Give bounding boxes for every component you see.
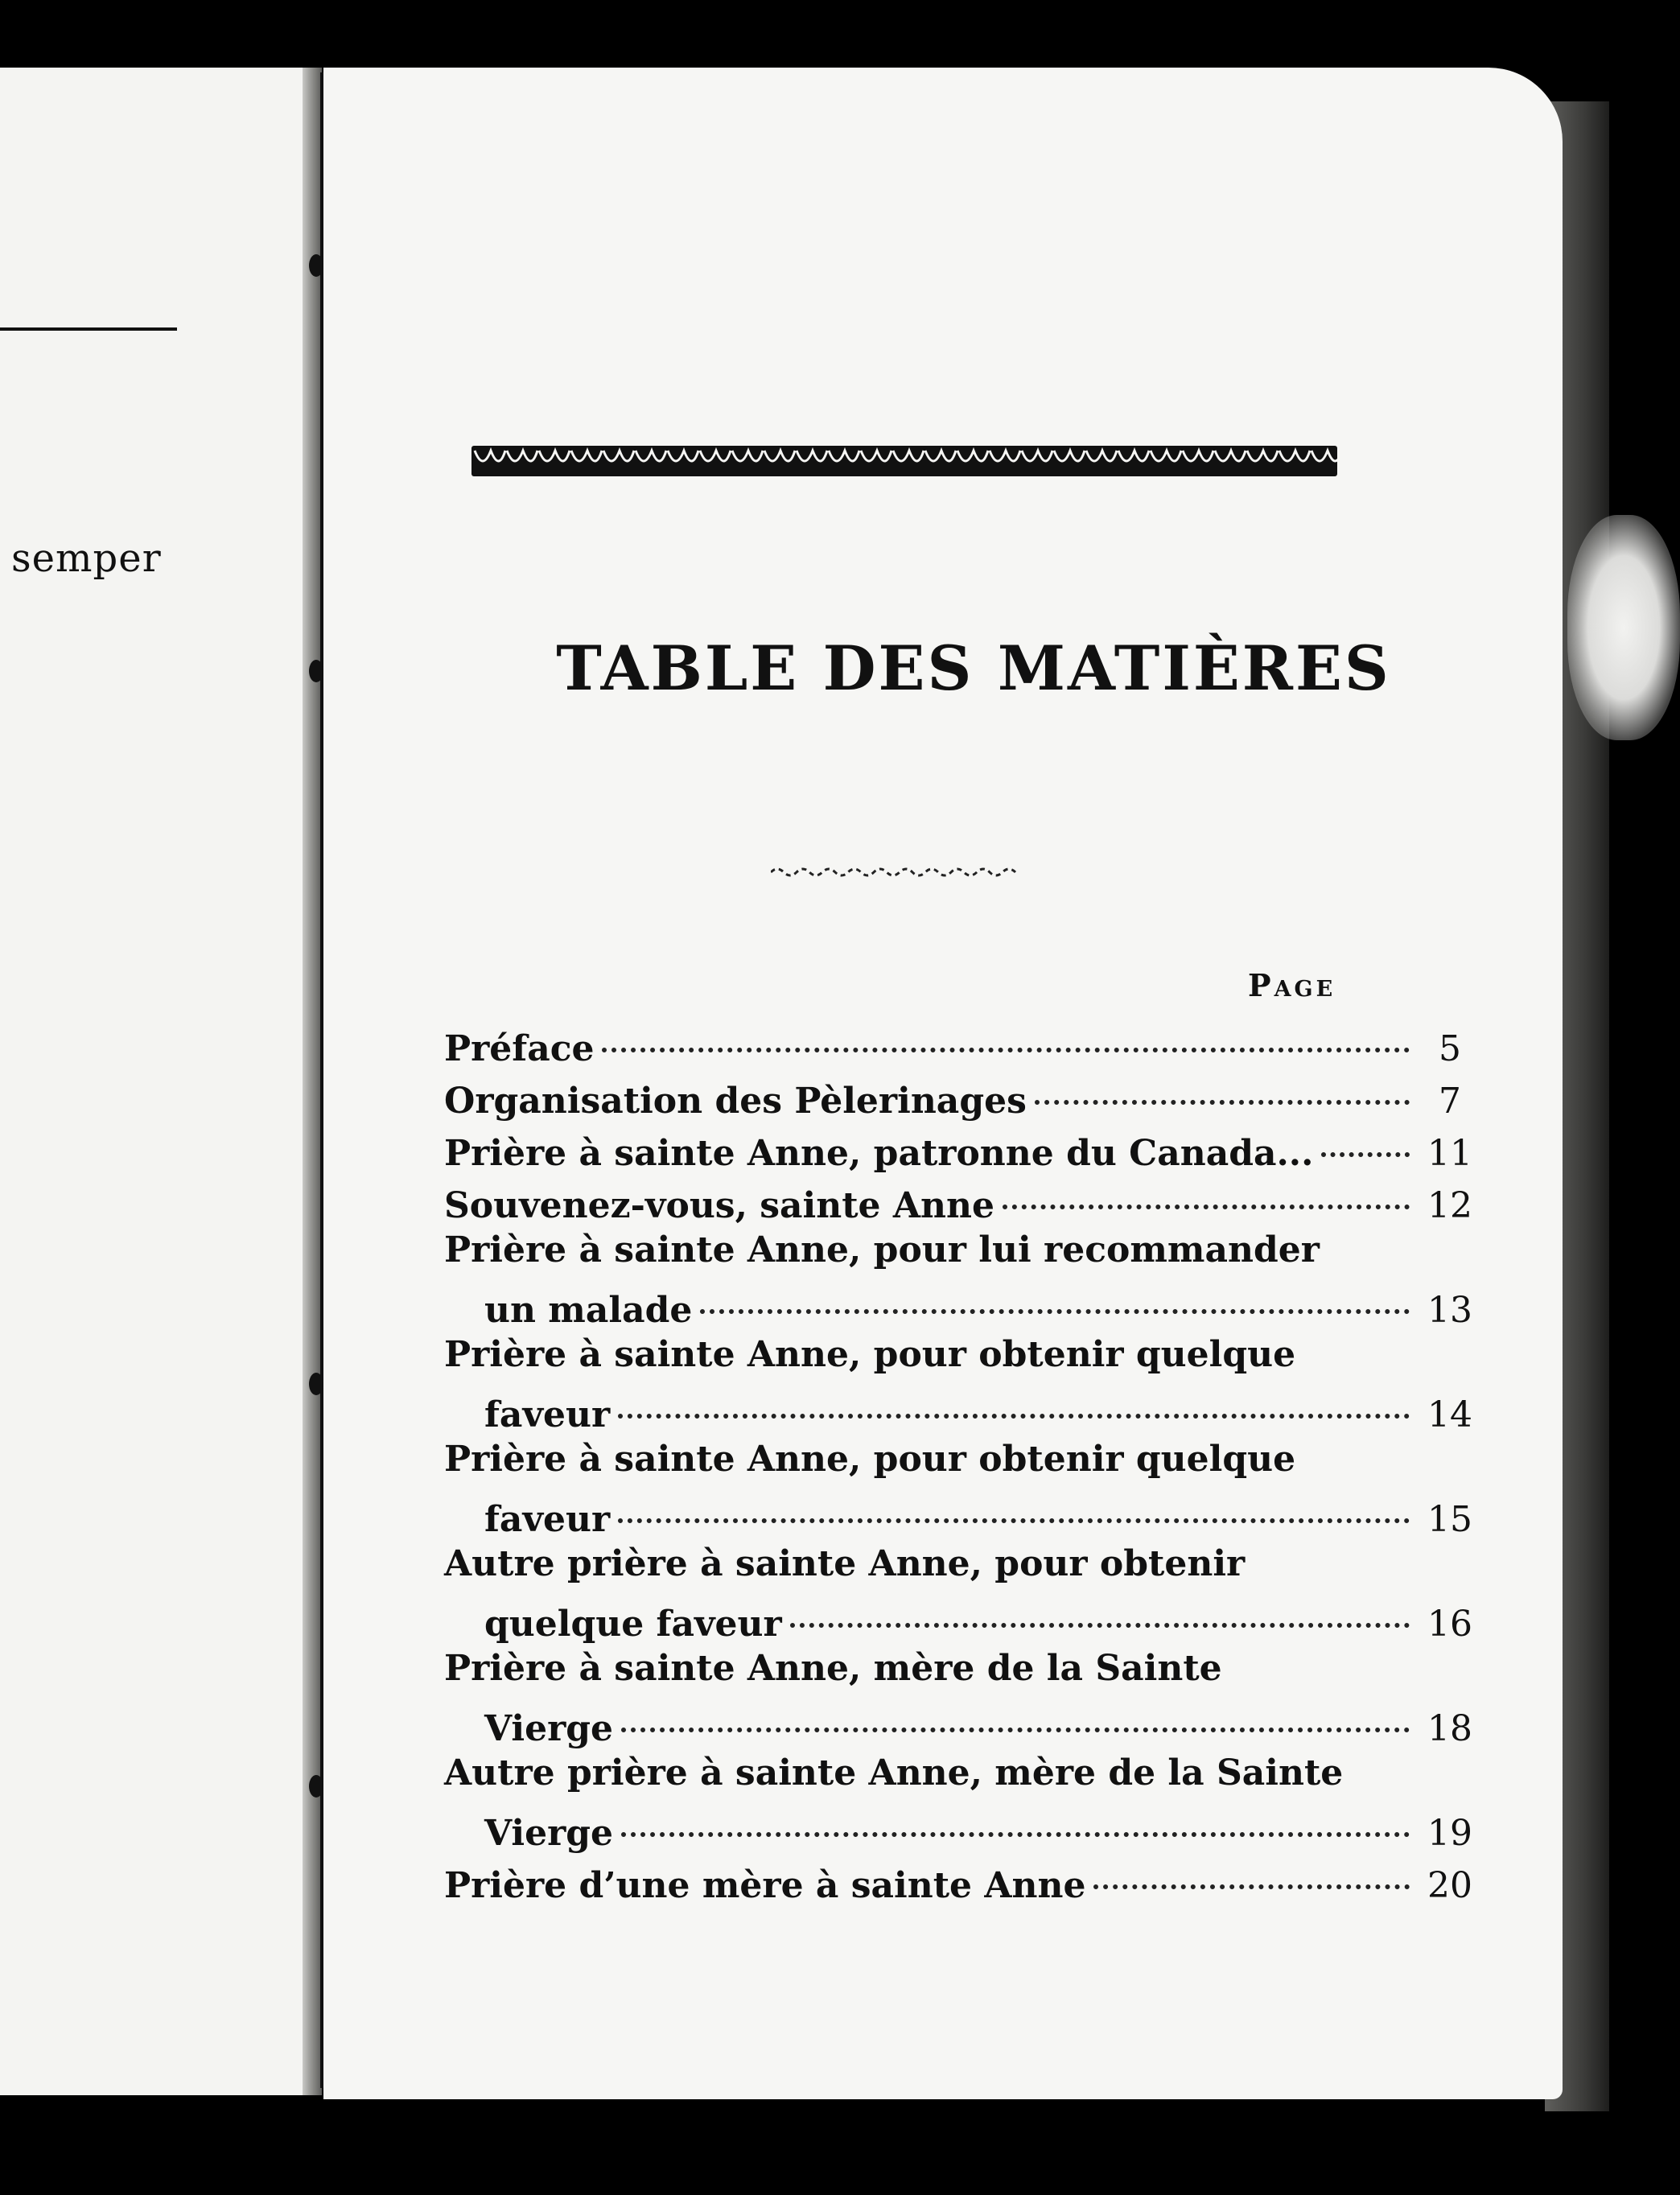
page-column-header: Page [1248,967,1336,1003]
left-page [0,68,315,2095]
toc-leader-dots [618,1378,1410,1419]
toc-leader-dots [621,1797,1410,1837]
toc-page-number: 18 [1427,1708,1472,1749]
toc-leader-dots [700,1274,1410,1314]
toc-entry-label: Autre prière à sainte Anne, mère de la Sainte [444,1752,1344,1793]
ornament-band [471,446,1337,476]
toc-leader-dots [1003,1169,1410,1209]
toc-page-number: 16 [1427,1604,1472,1645]
toc-entry-continuation-label: Vierge [484,1708,614,1749]
toc-leader-dots [621,1692,1410,1732]
toc-entry-label: Prière à sainte Anne, mère de la Sainte [444,1648,1222,1689]
left-page-word: semper [11,536,162,581]
toc-page-number: 20 [1427,1865,1472,1906]
toc-entry-label: Prière à sainte Anne, pour lui recommander [444,1229,1320,1270]
toc-entry-continuation-label: Vierge [484,1813,614,1854]
toc-leader-dots [1035,1065,1410,1105]
binding-stitch [309,1373,323,1395]
toc-entry-label: Autre prière à sainte Anne, pour obtenir [444,1543,1246,1584]
binding-stitch [309,1775,323,1798]
toc-entry [444,1857,1482,1909]
toc-entry-continuation-label: faveur [484,1394,611,1435]
toc-page-number: 14 [1427,1394,1472,1435]
toc-page [323,68,1563,2099]
toc-entry [444,1177,1482,1229]
toc-entry-continuation-label: quelque faveur [484,1604,782,1645]
toc-leader-dots [1321,1117,1410,1157]
toc-leader-dots [618,1483,1410,1523]
flourish-divider [771,864,1020,880]
toc-entry-continuation-label: faveur [484,1499,611,1540]
page-title: TABLE DES MATIÈRES [556,632,1391,704]
toc-page-number: 15 [1427,1499,1472,1540]
toc-entry-label: Prière à sainte Anne, pour obtenir quelque [444,1334,1296,1375]
toc-entry-continuation [444,1700,1482,1752]
edge-smudge [1567,515,1680,740]
toc-entry-continuation [444,1596,1482,1648]
left-page-rule [0,327,177,331]
toc-entry-continuation [444,1282,1482,1334]
toc-entry-label: Prière d’une mère à sainte Anne [444,1865,1086,1906]
binding-stitch [309,660,323,682]
toc-entry-continuation [444,1491,1482,1543]
toc-entry-continuation [444,1386,1482,1439]
table-of-contents [444,1020,1482,1909]
toc-leader-dots [1093,1849,1410,1889]
toc-entry-label: Prière à sainte Anne, patronne du Canada... [444,1133,1314,1174]
toc-page-number: 13 [1427,1290,1472,1331]
toc-page-number: 5 [1439,1028,1461,1069]
toc-page-number: 12 [1427,1185,1472,1226]
binding-stitch [309,254,323,277]
toc-page-number: 11 [1427,1133,1472,1174]
toc-leader-dots [790,1588,1410,1628]
toc-entry-label: Prière à sainte Anne, pour obtenir quelque [444,1439,1296,1480]
toc-page-number: 7 [1439,1081,1461,1122]
toc-entry-label: Souvenez-vous, sainte Anne [444,1185,994,1226]
toc-leader-dots [602,1012,1410,1052]
toc-page-number: 19 [1427,1813,1472,1854]
toc-entry-continuation-label: un malade [484,1290,693,1331]
ornament-pattern [471,446,1337,476]
toc-entry-label: Organisation des Pèlerinages [444,1081,1027,1122]
toc-entry-label: Préface [444,1028,595,1069]
